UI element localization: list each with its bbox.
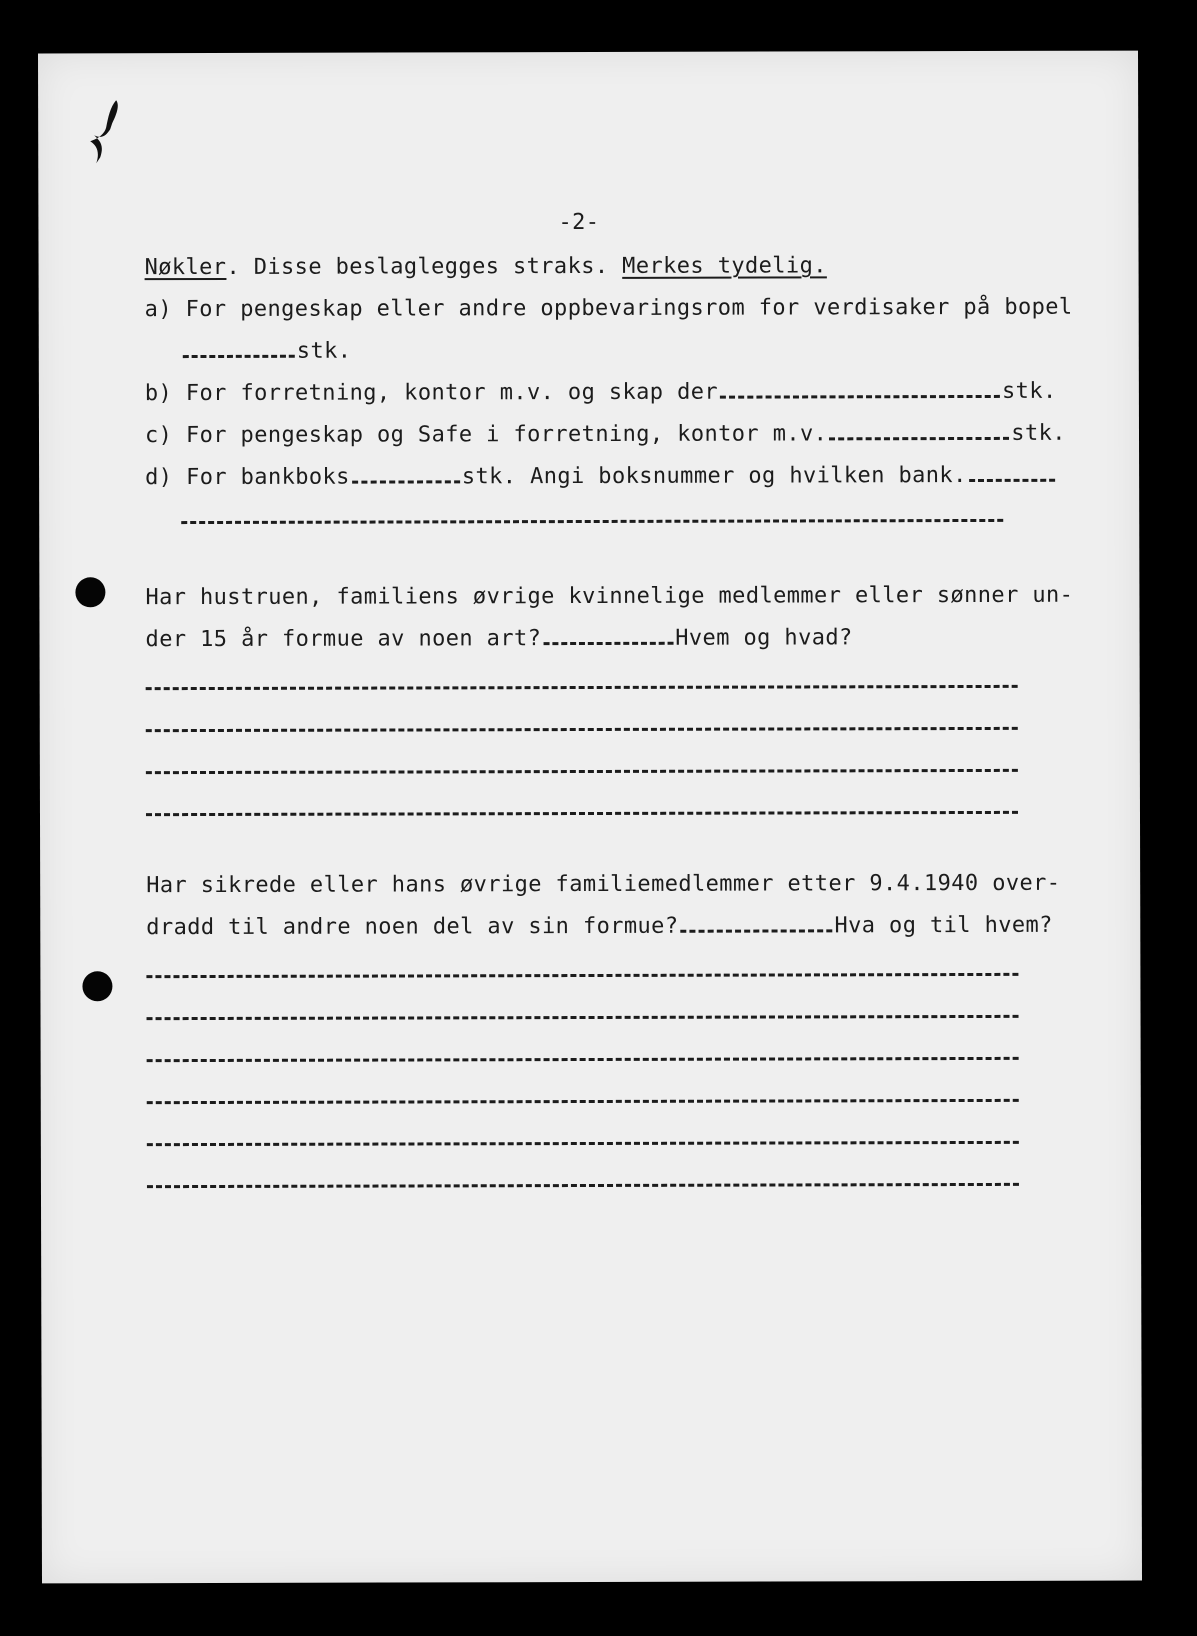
- question-2-fill-line[interactable]: [147, 1015, 1019, 1020]
- question-1-fill-line[interactable]: [146, 769, 1018, 774]
- item-b-line: [145, 379, 1057, 407]
- question-2-blank[interactable]: [680, 915, 832, 932]
- item-d-line: [145, 463, 1057, 491]
- item-d-blank[interactable]: [352, 466, 460, 483]
- item-d-bank-blank[interactable]: [969, 465, 1055, 482]
- item-a-line: [145, 295, 1073, 323]
- question-2-fill-line[interactable]: [147, 1141, 1019, 1146]
- question-1-fill-line[interactable]: [146, 727, 1018, 732]
- question-1-line-2: [146, 625, 853, 653]
- question-1-start: der 15 år formue av noen art?: [145, 626, 542, 653]
- item-a-blank[interactable]: [183, 341, 295, 358]
- punch-hole-top: [75, 577, 105, 607]
- item-c-text: For pengeskap og Safe i forretning, kontor m.v.: [185, 421, 828, 449]
- question-1-line-1: Har hustruen, familiens øvrige kvinnelige medlemmer eller sønner un-: [145, 582, 1074, 611]
- item-a-unit: stk.: [296, 338, 352, 364]
- punch-hole-bottom: [82, 971, 112, 1001]
- item-d-unit: stk.: [461, 464, 517, 490]
- keys-emphasis: Merkes tydelig.: [622, 253, 827, 279]
- keys-heading-line: [145, 253, 827, 281]
- item-c-unit: stk.: [1011, 420, 1066, 446]
- question-2-fill-line[interactable]: [147, 1099, 1019, 1104]
- question-2-end: Hva og til hvem?: [834, 912, 1053, 939]
- question-2-fill-line[interactable]: [146, 973, 1018, 978]
- item-b-blank[interactable]: [720, 381, 1000, 399]
- document-page: [38, 51, 1142, 1584]
- item-a-prefix: a): [144, 297, 172, 323]
- question-1-fill-line[interactable]: [146, 811, 1018, 816]
- question-1-blank[interactable]: [543, 628, 673, 645]
- page-number: -2-: [558, 209, 600, 236]
- question-2-start: dradd til andre noen del av sin formue?: [146, 913, 679, 941]
- question-2-line-2: [146, 913, 1053, 941]
- keys-heading: Nøkler: [144, 254, 227, 281]
- item-d-prefix: d): [145, 465, 173, 491]
- ink-mark-icon: [86, 95, 126, 165]
- item-b-unit: stk.: [1001, 378, 1057, 404]
- keys-intro: . Disse beslaglegges straks.: [226, 253, 609, 280]
- item-d-suffix: Angi boksnummer og hvilken bank.: [530, 463, 967, 490]
- item-a-text: For pengeskap eller andre oppbevaringsrom for verdisaker på bopel: [185, 294, 1073, 323]
- question-2-line-1: Har sikrede eller hans øvrige familiemedlemmer etter 9.4.1940 over-: [146, 870, 1061, 899]
- question-2-fill-line[interactable]: [147, 1057, 1019, 1062]
- item-c-blank[interactable]: [829, 423, 1009, 440]
- bank-fill-line[interactable]: [181, 519, 1003, 524]
- question-2-fill-line[interactable]: [147, 1183, 1019, 1188]
- item-c-line: [145, 421, 1066, 449]
- item-b-prefix: b): [144, 381, 173, 407]
- item-d-text: For bankboks: [186, 464, 350, 491]
- question-1-end: Hvem og hvad?: [675, 625, 853, 651]
- item-b-text: For forretning, kontor m.v. og skap der: [185, 379, 719, 407]
- item-c-prefix: c): [144, 423, 173, 449]
- item-a-unit-line: [181, 339, 352, 365]
- question-1-fill-line[interactable]: [146, 685, 1018, 690]
